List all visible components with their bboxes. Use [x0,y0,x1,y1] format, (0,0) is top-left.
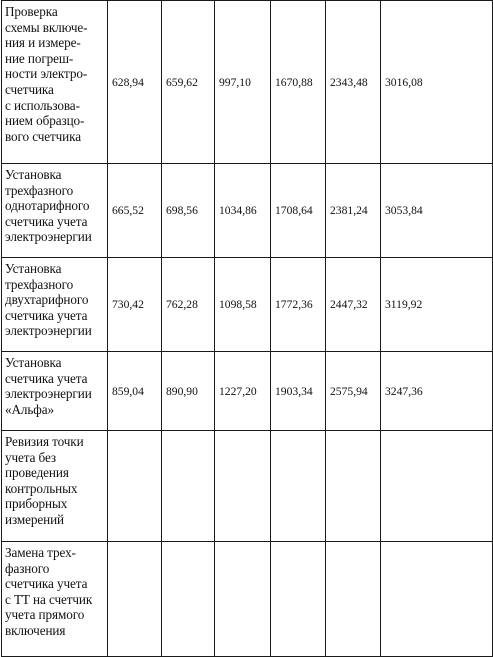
row-label: Ревизия точки учета без проведения контрольных приборных измерений [2,431,108,542]
price-cell: 1772,36 [271,258,326,352]
price-cell: 665,52 [108,164,162,258]
price-cell: 698,56 [162,164,215,258]
price-cell [162,542,215,657]
price-table-body [2,1,493,657]
price-cell [108,431,162,542]
row-label: Установка трехфазного двухтарифного счетчика учета электроэнергии [2,258,108,352]
table-row [2,352,493,431]
price-cell: 859,04 [108,352,162,431]
row-label: Установка счетчика учета электроэнергии «Альфа» [2,352,108,431]
price-cell: 1227,20 [215,352,271,431]
price-cell [381,431,493,542]
price-cell: 762,28 [162,258,215,352]
price-cell: 2381,24 [326,164,381,258]
price-cell: 730,42 [108,258,162,352]
row-label: Проверка схемы включе- ния и измере- ние погреш- ности электро- счетчика с использова- нием образцо- вого счетчика [2,1,108,164]
row-label: Установка трехфазного однотарифного счетчика учета электроэнергии [2,164,108,258]
table-row [2,542,493,657]
price-cell [326,431,381,542]
price-cell: 3053,84 [381,164,493,258]
table-row [2,1,493,164]
row-label: Замена трех- фазного счетчика учета с ТТ на счетчик учета прямого включения [2,542,108,657]
price-cell: 3247,36 [381,352,493,431]
price-cell: 3119,92 [381,258,493,352]
price-cell [326,542,381,657]
price-cell: 2575,94 [326,352,381,431]
price-cell: 3016,08 [381,1,493,164]
price-cell [162,431,215,542]
table-row [2,258,493,352]
price-cell [108,542,162,657]
price-cell: 997,10 [215,1,271,164]
price-cell: 1708,64 [271,164,326,258]
price-cell [271,431,326,542]
price-cell: 2447,32 [326,258,381,352]
price-cell: 628,94 [108,1,162,164]
table-row [2,431,493,542]
price-table [1,0,493,657]
price-cell: 1903,34 [271,352,326,431]
price-cell [271,542,326,657]
price-cell: 1098,58 [215,258,271,352]
price-cell: 1670,88 [271,1,326,164]
price-cell [215,542,271,657]
price-cell: 2343,48 [326,1,381,164]
price-cell [215,431,271,542]
price-cell: 890,90 [162,352,215,431]
table-row [2,164,493,258]
price-cell [381,542,493,657]
price-cell: 659,62 [162,1,215,164]
price-cell: 1034,86 [215,164,271,258]
